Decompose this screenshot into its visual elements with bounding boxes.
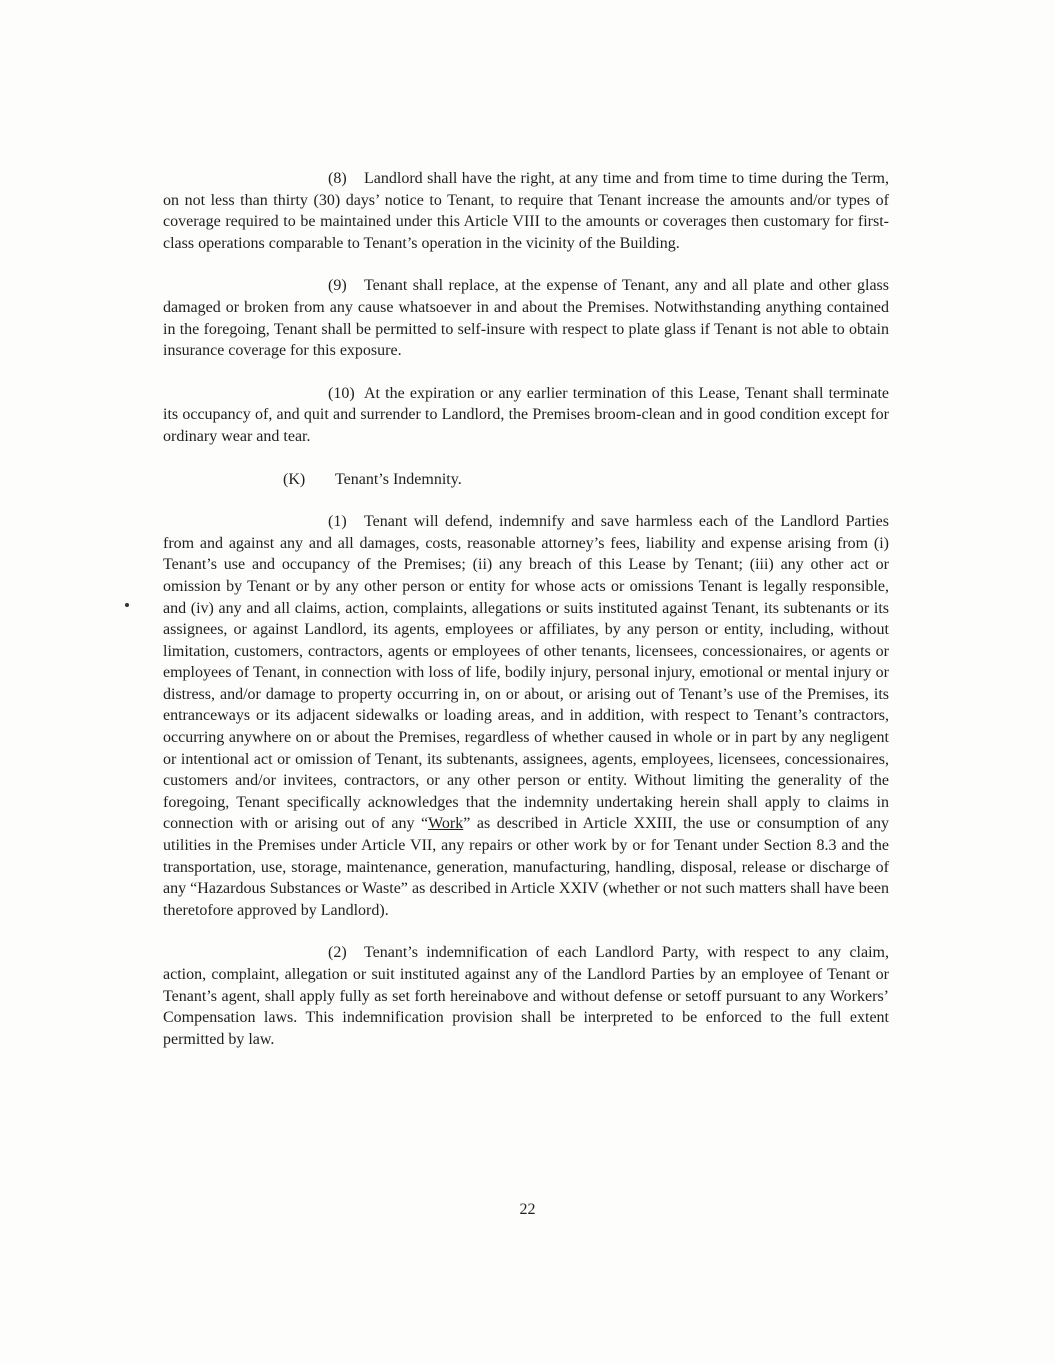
section-heading — [163, 469, 889, 491]
paragraph-text: Tenant will defend, indemnify and save harmless each of the Landlord Parties from and against any and all damages, costs, reasonable attorney’s fees, liability and expense arising from (i) Tenant’s use and occupancy of the Premises; (ii) any breach of this Lease by Tenant; (iii) any other act or omission by Tenant or by any other person or entity for whose acts or omissions Tenant is legally responsible, and (iv) any and all claims, action, complaints, allegations or suits instituted against Tenant, its subtenants or its assignees, or against Landlord, its agents, employees or affiliates, by any person or entity, including, without limitation, customers, contractors, agents or employees of other tenants, licensees, concessionaires, or agents or employees of Tenant, in connection with loss of life, bodily injury, personal injury, emotional or mental injury or distress, and/or damage to property occurring in, on or about, or arising out of Tenant’s use of the Premises, its entranceways or its adjacent sidewalks or loading areas, and in addition, with respect to Tenant’s contractors, occurring anywhere on or about the Premises, regardless of whether caused in whole or in part by any negligent or intentional act or omission of Tenant, its subtenants, assignees, agents, employees, licensees, concessionaires, customers and/or invitees, contractors, or any other person or entity. Without limiting the generality of the foregoing, Tenant specifically acknowledges that the indemnity undertaking herein shall apply to claims in connection with or arising out of any “ — [163, 513, 889, 833]
indemnity-paragraph-2 — [163, 942, 889, 1050]
paragraph-text: At the expiration or any earlier termination of this Lease, Tenant shall terminate its occupancy of, and quit and surrender to Landlord, the Premises broom-clean and in good condition except for ordinary wear and tear. — [163, 384, 889, 445]
page-number: 22 — [519, 1201, 536, 1218]
scan-mark — [125, 603, 129, 607]
indemnity-paragraph-1 — [163, 511, 889, 921]
defined-term-work: Work — [428, 815, 464, 833]
paragraph-number: (1) — [328, 513, 347, 531]
section-title: Tenant’s Indemnity. — [335, 470, 462, 488]
document-body — [163, 168, 889, 1071]
paragraph-8 — [163, 168, 889, 254]
paragraph-text: Tenant shall replace, at the expense of Tenant, any and all plate and other glass damaged or broken from any cause whatsoever in and about the Premises. Notwithstanding anything contained in the foregoing, Tenant shall be permitted to self-insure with respect to plate glass if Tenant is not able to obtain insurance coverage for this exposure. — [163, 277, 889, 360]
paragraph-number: (2) — [328, 944, 347, 962]
paragraph-text-continued: ” as described in Article XXIII, the use or consumption of any utilities in the Premises under Article VII, any repairs or other work by or for Tenant under Section 8.3 and the transportation, use, storage, maintenance, generation, manufacturing, handling, disposal, release or discharge of any “Hazardous Substances or Waste” as described in Article XXIV (whether or not such matters shall have been theretofore approved by Landlord). — [163, 815, 890, 919]
paragraph-number: (10) — [328, 384, 355, 402]
paragraph-number: (8) — [328, 170, 347, 187]
paragraph-10 — [163, 383, 889, 448]
paragraph-9 — [163, 275, 889, 361]
paragraph-text: Tenant’s indemnification of each Landlord Party, with respect to any claim, action, complaint, allegation or suit instituted against any of the Landlord Parties by an employee of Tenant or Tenant’s agent, shall apply fully as set forth hereinabove and without defense or setoff pursuant to any Workers’ Compensation laws. This indemnification provision shall be interpreted to be enforced to the full extent permitted by law. — [163, 944, 889, 1048]
section-number: (K) — [283, 470, 306, 488]
paragraph-number: (9) — [328, 277, 347, 295]
paragraph-text: Landlord shall have the right, at any time and from time to time during the Term, on not less than thirty (30) days’ notice to Tenant, to require that Tenant increase the amounts and/or types of coverage required to be maintained under this Article VIII to the amounts or coverages then customary for first-class operations comparable to Tenant’s operation in the vicinity of the Building. — [163, 170, 889, 252]
